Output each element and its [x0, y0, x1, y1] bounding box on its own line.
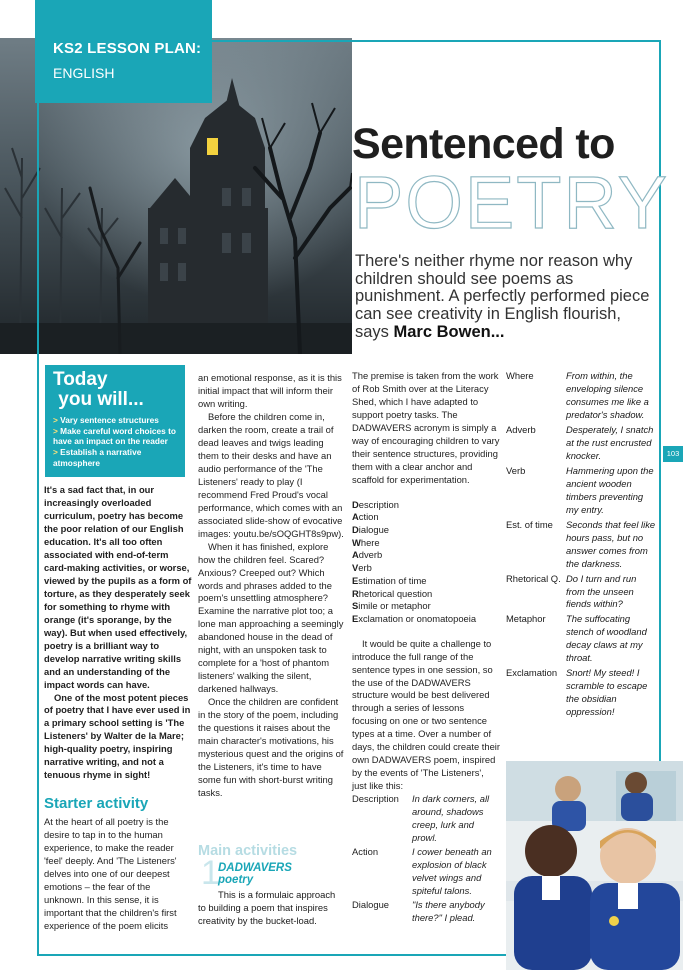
today-heading: Today you will...	[53, 369, 144, 410]
column-4	[506, 370, 656, 721]
standfirst	[355, 253, 655, 341]
tag-line-2: ENGLISH	[53, 65, 115, 81]
acronym-item: Adverb	[352, 549, 383, 561]
column-1	[44, 484, 192, 933]
example-row: Est. of time Seconds that feel like hours pass, but no answer comes from the darkness.	[506, 518, 656, 569]
example-row: Adverb Desperately, I snatch at the rust encrusted knocker.	[506, 423, 654, 461]
acronym-item: Rhetorical question	[352, 587, 433, 599]
acronym-item: Action	[352, 511, 379, 523]
page-number: 103	[663, 446, 683, 462]
example-row: Rhetorical Q. Do I turn and run from the unseen fiends within?	[506, 572, 637, 610]
classroom-photo	[506, 761, 683, 970]
activity-number: 1	[201, 854, 220, 892]
body-paragraph: Before the children come in, darken the room, create a trail of dead leaves and twigs leading them to their desks and have an audio performance of the 'The Listeners' ready to play (I recommend Fred Proud's vocal performance, which comes with an associated slide-show of evocative images: youtu.be/sOQGHT8s9pw).	[198, 410, 344, 539]
column-2	[198, 372, 344, 800]
body-paragraph: an emotional response, as it is this initial impact that will inform their own writing.	[198, 372, 342, 409]
starter-heading: Starter activity	[44, 795, 149, 813]
body-paragraph: When it has finished, explore how the children feel. Scared? Anxious? Creeped out? Which words and phrases added to the poem's unsettling atmosphere? Examine the narrative plot too; a lone man approaching a seemingly abandoned house in the dead of night, with an unspoken task to complete for a 'host of phantom listeners' walking the silent, darkened hallways.	[198, 540, 344, 695]
acronym-item: Verb	[352, 562, 372, 574]
intro-paragraph-2: One of the most potent pieces of poetry that I have ever used in a primary school setting is 'The Listeners' by Walter de la Mare; high-quality poetry, inspiring narrative writing, and not a tenuous rhyme in sight!	[44, 691, 191, 781]
acronym-item: Simile or metaphor	[352, 600, 431, 612]
today-box	[45, 365, 185, 477]
standfirst-text: There's neither rhyme nor reason why children should see poems as punishment. A perfectly performed piece can see creativity in English flourish, says	[355, 252, 650, 341]
example-row: Exclamation Snort! My steed! I scramble to escape the obsidian oppression!	[506, 667, 648, 718]
acronym-item: Where	[352, 536, 380, 548]
today-item: > Make careful word choices to have an impact on the reader	[53, 425, 176, 447]
title-line-1: Sentenced to	[352, 120, 615, 168]
acronym-item: Description	[352, 498, 399, 510]
title-line-2: POETRY	[354, 161, 669, 244]
dadwavers-acronym	[352, 499, 500, 626]
today-item: > Vary sentence structures	[53, 414, 159, 425]
column-3	[352, 370, 500, 926]
example-row: Verb Hammering upon the ancient wooden timbers preventing my entry.	[506, 464, 654, 515]
intro-paragraph: It's a sad fact that, in our increasingly overloaded curriculum, poetry has become the poor relation of our English education. It's all too often associated with end-of-term card-making activities, or worse, viewed by the pupils as a form of torture, as they desperately seek for something to rhyme with orange (it's sporange, by the way). But when used effectively, poetry is a brilliant way to develop narrative writing skills and an understanding of the impact words can have.	[44, 484, 192, 690]
example-row: Dialogue "Is there anybody there?" I plead.	[352, 898, 485, 923]
acronym-item: Estimation of time	[352, 574, 427, 586]
tag-line-1: KS2 LESSON PLAN:	[53, 40, 202, 57]
acronym-item: Dialogue	[352, 524, 390, 536]
example-row: Action I cower beneath an explosion of black velvet wings and spiteful talons.	[352, 846, 492, 896]
standfirst-author: Marc Bowen...	[393, 322, 505, 341]
acronym-item: Exclamation or onomatopoeia	[352, 612, 477, 624]
example-row: Metaphor The suffocating stench of woodland decay claws at my throat.	[506, 613, 647, 664]
dadwavers-heading: DADWAVERS poetry	[218, 862, 292, 887]
starter-text: At the heart of all poetry is the desire to tap in to the human experience, to make the reader 'feel' deeply. And 'The Listeners' delves into one of our deepest emotions – the fear of the unknown. In this sense, it is important that the children's first experience of the poem elicits	[44, 815, 177, 931]
dadwavers-text: This is a formulaic approach to building a poem that inspires creativity by the bucket-load.	[198, 889, 336, 926]
body-paragraph: It would be quite a challenge to introduce the full range of the sentence types in one session, so the use of the DADWAVERS structure would be best delivered through a series of lessons focusing on one or two sentence types at a time. Over a number of days, the children could create their own DADWAVERS poem, inspired by the events of 'The Listeners', just like this:	[352, 637, 500, 792]
body-paragraph: The premise is taken from the work of Rob Smith over at the Literacy Shed, which I have adapted to support poetry tasks. The DADWAVERS acronym is simply a way of encouraging children to vary their sentence structures, providing them with a clear anchor and scaffold for experimentation.	[352, 370, 500, 485]
body-paragraph: Once the children are confident in the story of the poem, including the questions it raises about the main character's motivations, his mysterious quest and the origins of the Listeners, it's time to have some fun with short-burst writing tasks.	[198, 696, 344, 798]
example-row: Description In dark corners, all around, shadows creep, lurk and prowl.	[352, 793, 490, 844]
today-item: > Establish a narrative atmosphere	[53, 447, 142, 468]
example-row: Where From within, the enveloping silence consumes me like a predator's shadow.	[506, 370, 649, 420]
main-activities-heading: Main activities	[198, 843, 298, 859]
